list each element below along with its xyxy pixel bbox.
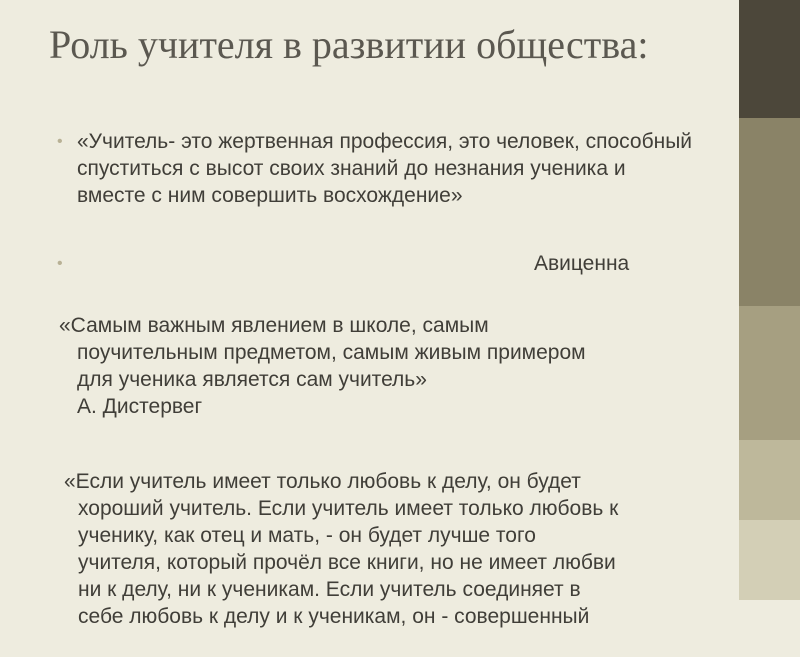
sidebar-block (739, 306, 800, 440)
quote-teacher-love-first-line: «Если учитель имеет только любовь к делу, он будет (64, 470, 581, 493)
quote-avicenna: «Учитель- это жертвенная профессия, это человек, способный спуститься с высот своих знаний до незнания ученика и вместе с ним совершить восхождение» (77, 130, 693, 207)
bullet-icon: • (57, 133, 63, 150)
decorative-sidebar (739, 0, 800, 600)
quote-disterweg-first-line: «Самым важным явлением в школе, самым (59, 314, 489, 337)
slide-title: Роль учителя в развитии общества: (49, 22, 649, 67)
quote-disterweg-rest: поучительным предметом, самым живым примером для ученика является сам учитель» А. Дистервег (77, 341, 586, 418)
quote-teacher-love (64, 441, 724, 657)
sidebar-block (739, 440, 800, 520)
bullet-icon: • (57, 255, 63, 272)
sidebar-block (739, 0, 800, 118)
sidebar-block (739, 520, 800, 600)
quote-disterweg (59, 285, 719, 447)
sidebar-block (739, 118, 800, 306)
quote-teacher-love-rest: хороший учитель. Если учитель имеет только любовь к ученику, как отец и мать, - он будет лучше того учителя, который прочёл все книги, но не имеет любви ни к делу, ни к ученикам. Если учитель соединяет в себе любовь к делу и к ученикам, он - совершенный (78, 497, 619, 628)
quote-author-avicenna: Авиценна (534, 252, 630, 275)
